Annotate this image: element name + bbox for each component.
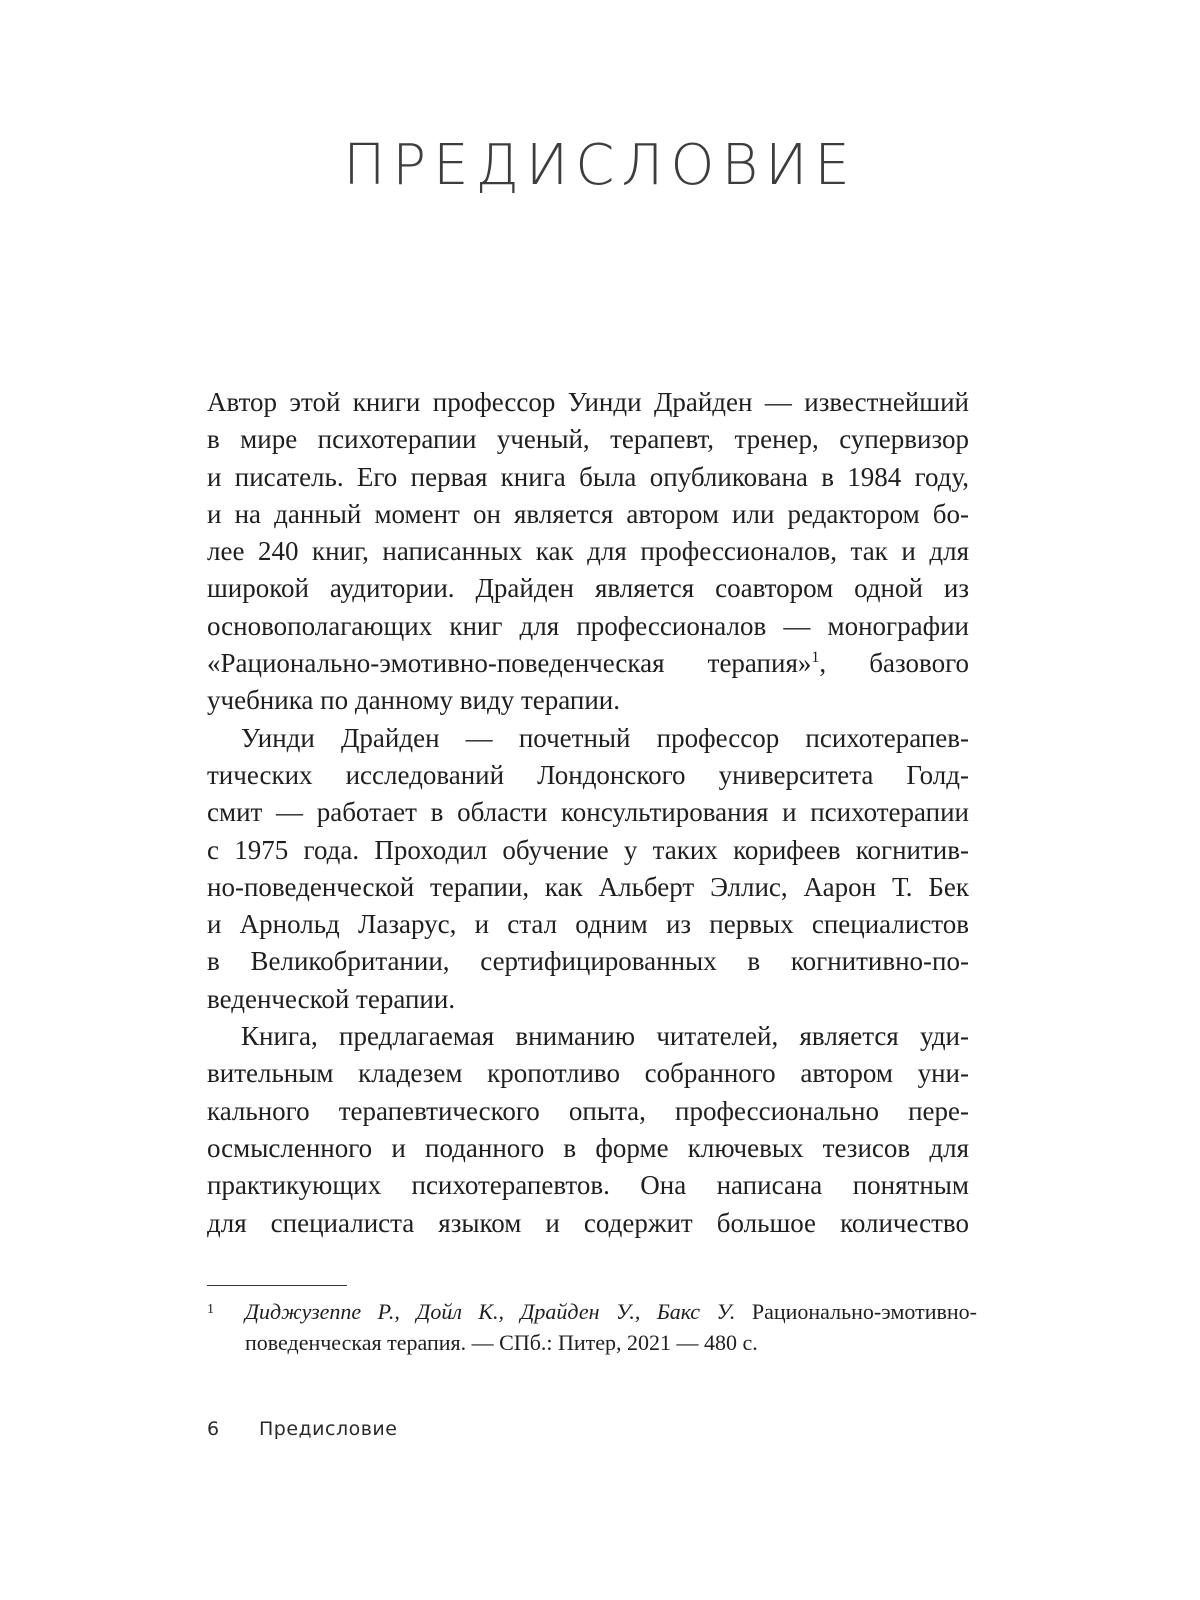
text-line: в Великобритании, сертифицированных в когнитивно-по- bbox=[207, 946, 969, 977]
text-line: но-поведенческой терапии, как Альберт Эллис, Аарон Т. Бек bbox=[207, 871, 969, 902]
footnote-line bbox=[245, 1296, 977, 1327]
text-line: Автор этой книги профессор Уинди Драйден — известнейший bbox=[207, 387, 969, 417]
text-line: смит — работает в области консультирования и психотерапии bbox=[207, 797, 969, 828]
text-line: широкой аудитории. Драйден является соавтором одной из bbox=[207, 573, 969, 604]
footnote-text bbox=[245, 1296, 977, 1358]
paragraph-3 bbox=[207, 1018, 969, 1242]
footnote-reference[interactable]: 1 bbox=[811, 649, 820, 667]
footnote-line: поведенческая терапия. — СПб.: Питер, 2021 — 480 с. bbox=[245, 1330, 758, 1355]
footnote bbox=[207, 1296, 977, 1358]
text-line: осмысленного и поданного в форме ключевых тезисов для bbox=[207, 1132, 969, 1163]
paragraph-2 bbox=[207, 720, 969, 1018]
running-footer-section: Предисловие bbox=[259, 1418, 398, 1440]
text-line: с 1975 года. Проходил обучение у таких корифеев когнитив- bbox=[207, 834, 969, 865]
paragraph-1 bbox=[207, 384, 969, 720]
running-footer bbox=[207, 1418, 397, 1440]
text-line: Книга, предлагаемая вниманию читателей, является уди- bbox=[241, 1021, 969, 1052]
body-text bbox=[207, 384, 969, 1242]
text-line: практикующих психотерапевтов. Она написана понятным bbox=[207, 1170, 969, 1201]
page-number: 6 bbox=[207, 1418, 220, 1440]
footnote-title-start: Рационально-эмотивно- bbox=[735, 1299, 977, 1324]
text-line: лее 240 книг, написанных как для профессионалов, так и для bbox=[207, 536, 969, 567]
text-line: основополагающих книг для профессионалов — монографии bbox=[207, 610, 969, 641]
text-line: учебника по данному виду терапии. bbox=[207, 685, 620, 716]
text-line: вительным кладезем кропотливо собранного автором уни- bbox=[207, 1058, 969, 1089]
text-line: Уинди Драйден — почетный профессор психотерапев- bbox=[241, 722, 969, 753]
text-line-tail: , базового bbox=[819, 648, 969, 679]
text-line: веденческой терапии. bbox=[207, 983, 456, 1014]
text-line: и Арнольд Лазарус, и стал одним из первых специалистов bbox=[207, 909, 969, 940]
footnote-divider bbox=[207, 1285, 347, 1286]
text-line: в мире психотерапии ученый, терапевт, тренер, супервизор bbox=[207, 424, 969, 455]
text-line: тических исследований Лондонского университета Голд- bbox=[207, 759, 969, 790]
text-line: и писатель. Его первая книга была опубликована в 1984 году, bbox=[207, 461, 969, 492]
text-line: и на данный момент он является автором или редактором бо- bbox=[207, 498, 969, 529]
chapter-title: ПРЕДИСЛОВИЕ bbox=[343, 133, 857, 198]
text-line: для специалиста языком и содержит большое количество bbox=[207, 1207, 969, 1238]
text-line-with-footnote bbox=[207, 645, 969, 682]
text-line-start: «Рационально-эмотивно-поведенческая терапия» bbox=[207, 648, 812, 679]
footnote-number: 1 bbox=[207, 1302, 214, 1317]
footnote-authors: Диджузеппе Р., Дойл К., Драйден У., Бакс У. bbox=[245, 1299, 736, 1324]
text-line: кального терапевтического опыта, профессионально пере- bbox=[207, 1095, 969, 1126]
